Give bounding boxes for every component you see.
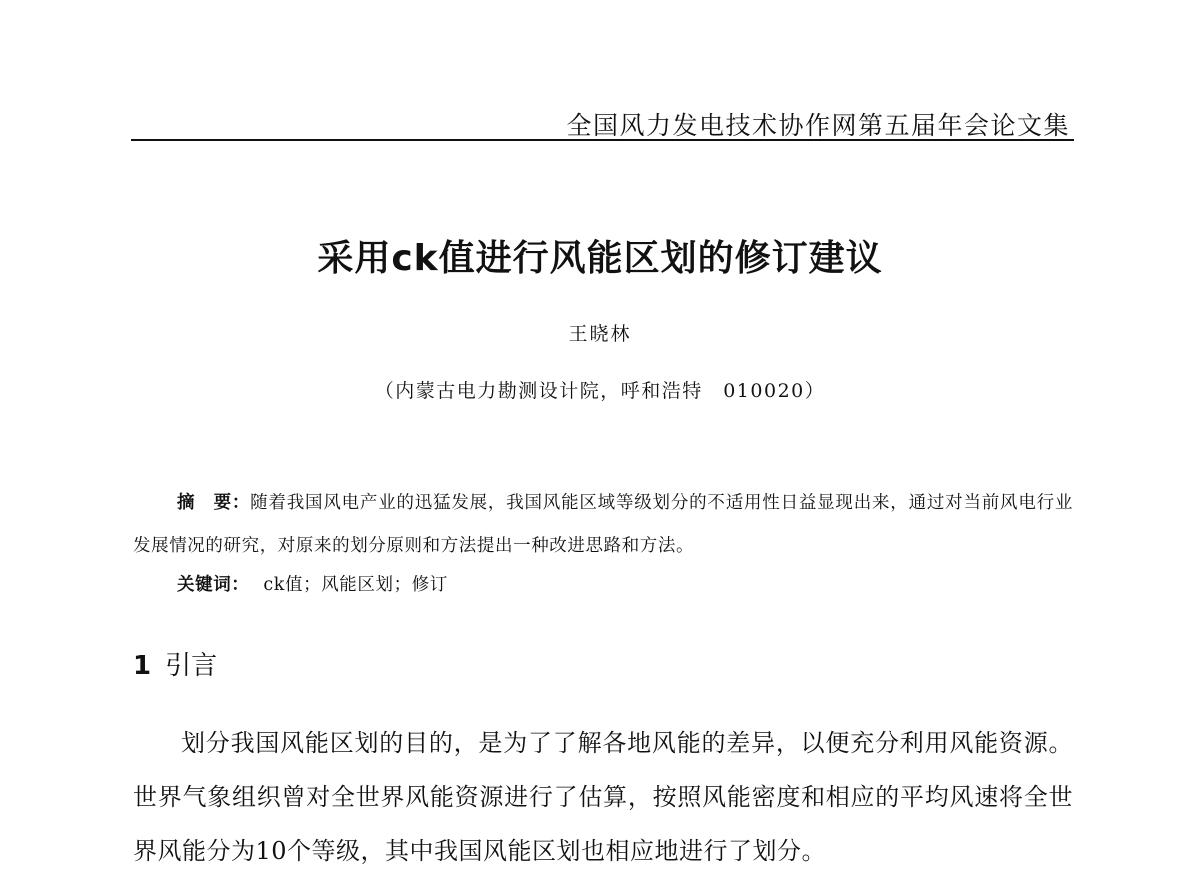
section-title: 引言 (165, 651, 218, 681)
keywords (177, 571, 448, 596)
abstract-label: 摘 要： (177, 493, 251, 513)
keywords-label: 关键词： (177, 575, 250, 595)
section-number: 1 (133, 651, 152, 681)
body-paragraph: 划分我国风能区划的目的，是为了了解各地风能的差异，以便充分利用风能资源。世界气象组织曾对全世界风能资源进行了估算，按照风能密度和相应的平均风速将全世界风能分为10个等级，其中我国风能区划也相应地进行了划分。 (133, 729, 1073, 865)
author-name: 王晓林 (568, 323, 632, 345)
running-header: 全国风力发电技术协作网第五届年会论文集 (566, 111, 1070, 140)
abstract (133, 482, 1073, 568)
author-affiliation: （内蒙古电力勘测设计院，呼和浩特 010020） (374, 380, 826, 402)
keywords-text: ck值；风能区划；修订 (263, 575, 448, 595)
header-rule (131, 139, 1074, 141)
paper-title: 采用ck值进行风能区划的修订建议 (317, 238, 883, 279)
abstract-text: 随着我国风电产业的迅猛发展，我国风能区域等级划分的不适用性日益显现出来，通过对当前风电行业发展情况的研究，对原来的划分原则和方法提出一种改进思路和方法。 (133, 493, 1074, 556)
section-heading (133, 645, 217, 682)
